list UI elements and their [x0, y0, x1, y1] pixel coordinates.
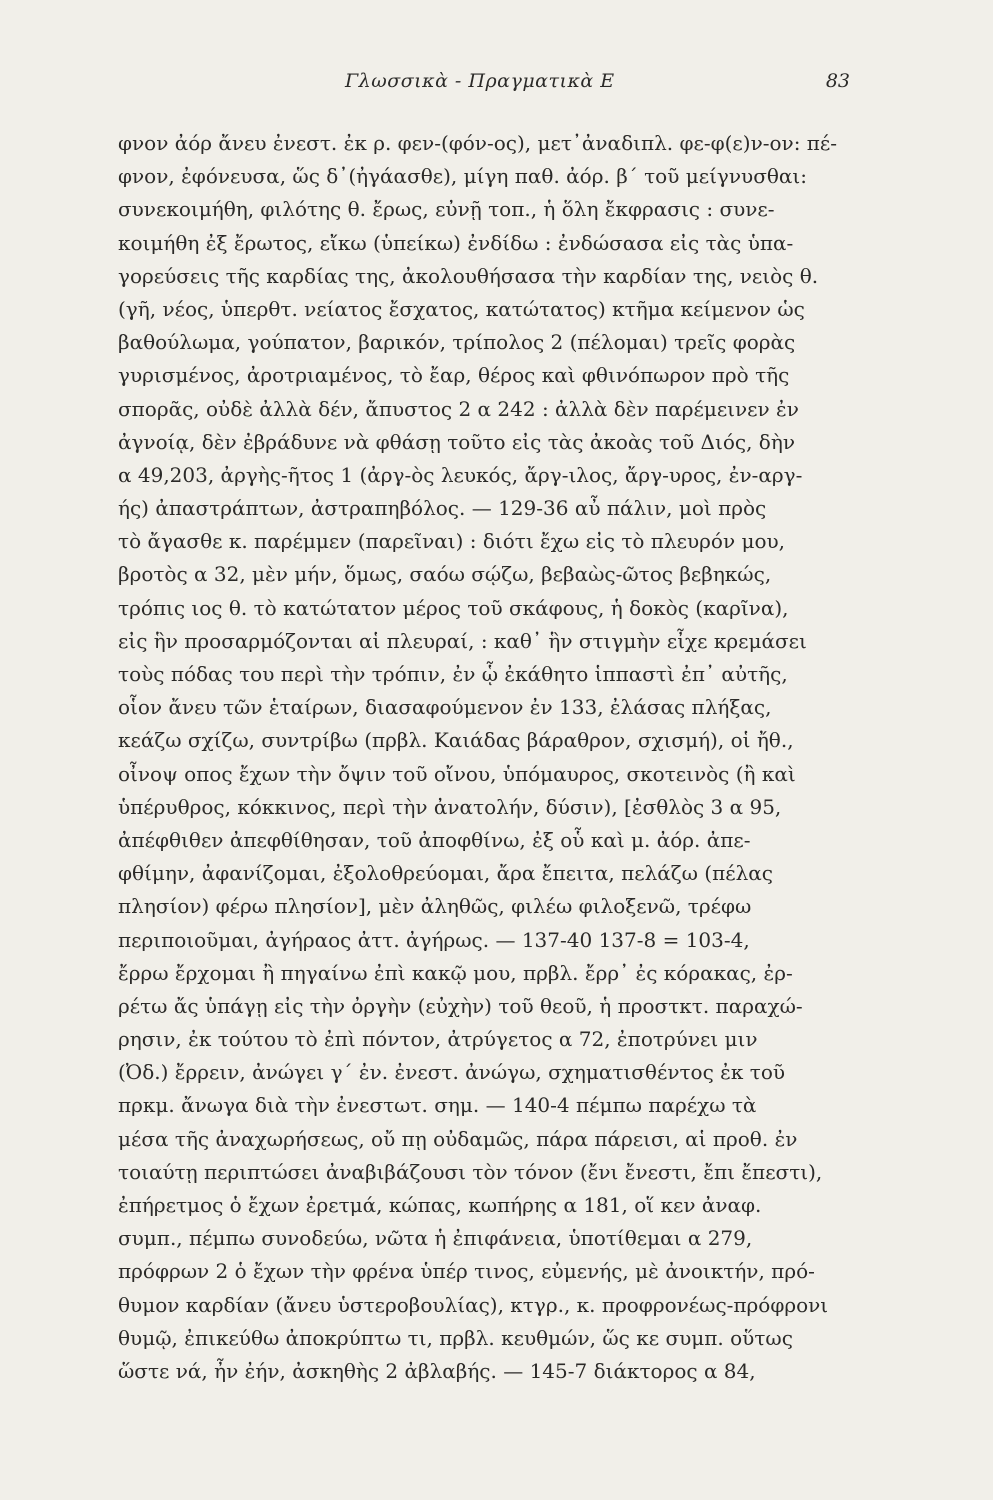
text-line: πλησίον) φέρω πλησίον], μὲν ἀληθῶς, φιλέω φιλοξενῶ, τρέφω [118, 894, 752, 919]
text-line: ἀγνοίᾳ, δὲν ἐβράδυνε νὰ φθάσῃ τοῦτο εἰς τὰς ἀκοὰς τοῦ Διός, δὴν [118, 429, 795, 454]
text-line: εἰς ἣν προσαρμόζονται αἱ πλευραί, : καθ᾽ ἣν στιγμὴν εἶχε κρεμάσει [118, 628, 807, 653]
text-line: ἔρρω ἔρχομαι ἢ πηγαίνω ἐπὶ κακῷ μου, πρβλ. ἔρρ᾽ ἐς κόρακας, ἐρ- [118, 960, 793, 985]
text-line: θυμον καρδίαν (ἄνευ ὑστεροβουλίας), κτγρ., κ. προφρονέως-πρόφρονι [118, 1292, 829, 1317]
text-line: ρησιν, ἐκ τούτου τὸ ἐπὶ πόντον, ἀτρύγετος α 72, ἐποτρύνει μιν [118, 1027, 758, 1052]
text-line: ὥστε νά, ἦν ἐήν, ἀσκηθὴς 2 ἀβλαβής. — 145-7 διάκτορος α 84, [118, 1358, 756, 1383]
text-line: κοιμήθη ἐξ ἔρωτος, εἴκω (ὑπείκω) ἐνδίδω : ἐνδώσασα εἰς τὰς ὑπα- [118, 230, 794, 255]
text-line: φνον, ἐφόνευσα, ὥς δ᾽(ἠγάασθε), μίγη παθ. ἀόρ. β´ τοῦ μείγνυσθαι: [118, 164, 807, 189]
text-line: ὑπέρυθρος, κόκκινος, περὶ τὴν ἀνατολήν, δύσιν), [ἐσθλὸς 3 α 95, [118, 794, 782, 819]
text-line: φθίμην, ἀφανίζομαι, ἐξολοθρεύομαι, ἄρα ἔπειτα, πελάζω (πέλας [118, 861, 773, 886]
text-line: (Ὀδ.) ἔρρειν, ἀνώγει γ´ ἐν. ἐνεστ. ἀνώγω, σχηματισθέντος ἐκ τοῦ [118, 1060, 786, 1085]
text-line: οἷον ἄνευ τῶν ἑταίρων, διασαφούμενον ἐν 133, ἐλάσας πλήξας, [118, 695, 772, 720]
text-line: (γῆ, νέος, ὑπερθτ. νείατος ἔσχατος, κατώτατος) κτῆμα κείμενον ὡς [118, 296, 805, 321]
text-line: ής) ἀπαστράπτων, ἀστραπηβόλος. — 129-36 αὖ πάλιν, μοὶ πρὸς [118, 496, 767, 521]
text-line: τοὺς πόδας του περὶ τὴν τρόπιν, ἐν ᾧ ἐκάθητο ἱππαστὶ ἐπ᾽ αὐτῆς, [118, 662, 788, 686]
text-line: φνον ἀόρ ἄνευ ἐνεστ. ἐκ ρ. φεν-(φόν-ος), μετ᾽ἀναδιπλ. φε-φ(ε)ν-ον: πέ- [118, 131, 838, 155]
text-line: συνεκοιμήθη, φιλότης θ. ἔρως, εὐνῇ τοπ., ἡ ὅλη ἔκφρασις : συνε- [118, 197, 775, 222]
text-line: οἶνοψ οπος ἔχων τὴν ὄψιν τοῦ οἴνου, ὑπόμαυρος, σκοτεινὸς (ἢ καὶ [118, 761, 796, 786]
running-title: Γλωσσικὰ - Πραγματικὰ Ε [345, 70, 615, 92]
text-line: τὸ ἄγασθε κ. παρέμμεν (παρεῖναι) : διότι ἔχω εἰς τὸ πλευρόν μου, [118, 529, 786, 554]
page-number: 83 [825, 70, 850, 92]
text-line: ἀπέφθιθεν ἀπεφθίθησαν, τοῦ ἀποφθίνω, ἐξ οὗ καὶ μ. ἀόρ. ἀπε- [118, 827, 751, 852]
text-line: α 49,203, ἀργὴς-ῆτος 1 (ἀργ-ὸς λευκός, ἄργ-ιλος, ἄργ-υρος, ἐν-αργ- [118, 462, 803, 487]
text-line: πρόφρων 2 ὁ ἔχων τὴν φρένα ὑπέρ τινος, εὐμενής, μὲ ἀνοικτήν, πρό- [118, 1259, 815, 1284]
text-line: γορεύσεις τῆς καρδίας της, ἀκολουθήσασα τὴν καρδίαν της, νειὸς θ. [118, 263, 819, 288]
commentary-text [118, 127, 866, 1388]
text-line: ρέτω ἄς ὑπάγῃ εἰς τὴν ὀργὴν (εὐχὴν) τοῦ θεοῦ, ἡ προστκτ. παραχώ- [118, 993, 803, 1018]
text-line: κεάζω σχίζω, συντρίβω (πρβλ. Καιάδας βάραθρον, σχισμή), οἱ ἤθ., [118, 728, 794, 753]
text-line: τοιαύτῃ περιπτώσει ἀναβιβάζουσι τὸν τόνον (ἔνι ἔνεστι, ἔπι ἔπεστι), [118, 1159, 823, 1184]
text-line: πρκμ. ἄνωγα διὰ τὴν ἐνεστωτ. σημ. — 140-4 πέμπω παρέχω τὰ [118, 1093, 757, 1118]
text-line: τρόπις ιος θ. τὸ κατώτατον μέρος τοῦ σκάφους, ἡ δοκὸς (καρῖνα), [118, 595, 789, 620]
text-line: βαθούλωμα, γούπατον, βαρικόν, τρίπολος 2 (πέλομαι) τρεῖς φορὰς [118, 330, 796, 355]
text-line: περιποιοῦμαι, ἀγήραος ἀττ. ἀγήρως. — 137-40 137-8 = 103-4, [118, 927, 750, 952]
text-line: γυρισμένος, ἀροτριαμένος, τὸ ἔαρ, θέρος καὶ φθινόπωρον πρὸ τῆς [118, 363, 790, 388]
text-line: συμπ., πέμπω συνοδεύω, νῶτα ἡ ἐπιφάνεια, ὑποτίθεμαι α 279, [118, 1226, 753, 1251]
page-header [120, 70, 850, 100]
text-line: μέσα τῆς ἀναχωρήσεως, οὔ πῃ οὐδαμῶς, πάρα πάρεισι, αἱ προθ. ἐν [118, 1126, 798, 1151]
text-line: ἐπήρετμος ὁ ἔχων ἐρετμά, κώπας, κωπήρης α 181, οἵ κεν ἀναφ. [118, 1193, 762, 1217]
text-line: θυμῷ, ἐπικεύθω ἀποκρύπτω τι, πρβλ. κευθμών, ὥς κε συμπ. οὕτως [118, 1325, 793, 1350]
text-line: βροτὸς α 32, μὲν μήν, ὅμως, σαόω σῴζω, βεβαὼς-ῶτος βεβηκώς, [118, 562, 772, 587]
text-line: σπορᾶς, οὐδὲ ἀλλὰ δέν, ἄπυστος 2 α 242 : ἀλλὰ δὲν παρέμεινεν ἐν [118, 396, 799, 421]
